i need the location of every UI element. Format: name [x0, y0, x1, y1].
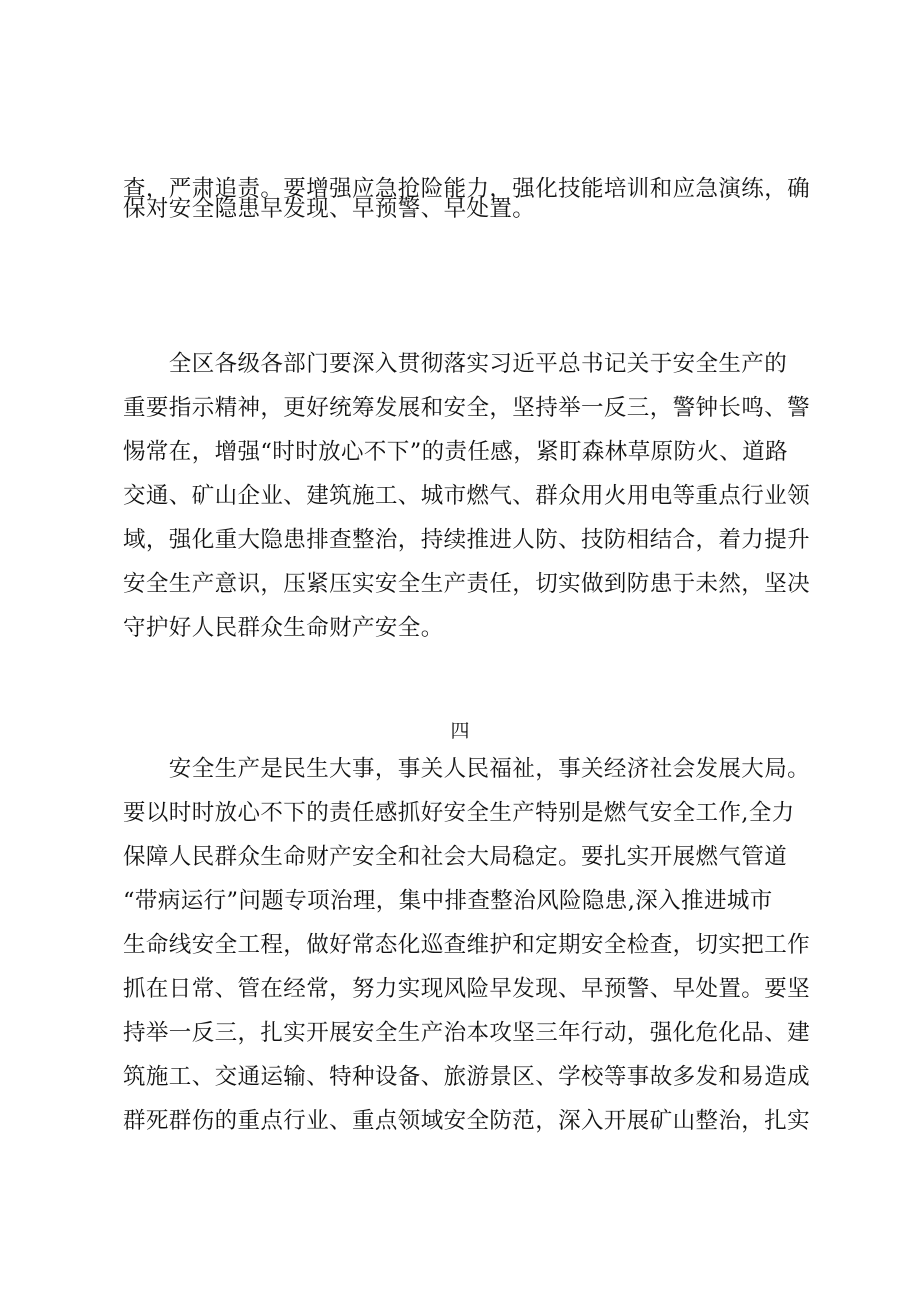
text-line: 域，强化重大隐患排查整治，持续推进人防、技防相结合，着力提升 [123, 527, 811, 553]
text-line: 交通、矿山企业、建筑施工、城市燃气、群众用火用电等重点行业领 [123, 483, 811, 509]
text-line: 保对安全隐患早发现、早预警、早处置。 [123, 196, 536, 222]
text-line: 查，严肃追责。要增强应急抢险能力，强化技能培训和应急演练，确 [123, 176, 811, 202]
text-line: 筑施工、交通运输、特种设备、旅游景区、学校等事故多发和易造成 [123, 1064, 811, 1090]
text-line: “带病运行”问题专项治理，集中排查整治风险隐患,深入推进城市 [123, 888, 773, 914]
text-line: 保障人民群众生命财产安全和社会大局稳定。要扎实开展燃气管道 [123, 844, 788, 870]
section-number: 四 [450, 720, 470, 742]
text-line: 全区各级各部门要深入贯彻落实习近平总书记关于安全生产的 [123, 351, 788, 377]
text-line: 群死群伤的重点行业、重点领域安全防范，深入开展矿山整治，扎实 [123, 1108, 811, 1134]
text-line: 持举一反三，扎实开展安全生产治本攻坚三年行动，强化危化品、建 [123, 1020, 811, 1046]
text-line: 安全生产意识，压紧压实安全生产责任，切实做到防患于未然，坚决 [123, 571, 811, 597]
text-line: 惕常在，增强“时时放心不下”的责任感，紧盯森林草原防火、道路 [123, 439, 789, 465]
text-line: 重要指示精神，更好统筹发展和安全，坚持举一反三，警钟长鸣、警 [123, 395, 811, 421]
text-line: 要以时时放心不下的责任感抓好安全生产特别是燃气安全工作,全力 [123, 800, 795, 826]
text-line: 安全生产是民生大事，事关人民福祉，事关经济社会发展大局。 [123, 756, 811, 782]
text-line: 抓在日常、管在经常，努力实现风险早发现、早预警、早处置。要坚 [123, 976, 811, 1002]
text-line: 生命线安全工程，做好常态化巡查维护和定期安全检查，切实把工作 [123, 932, 811, 958]
text-line: 守护好人民群众生命财产安全。 [123, 615, 444, 641]
